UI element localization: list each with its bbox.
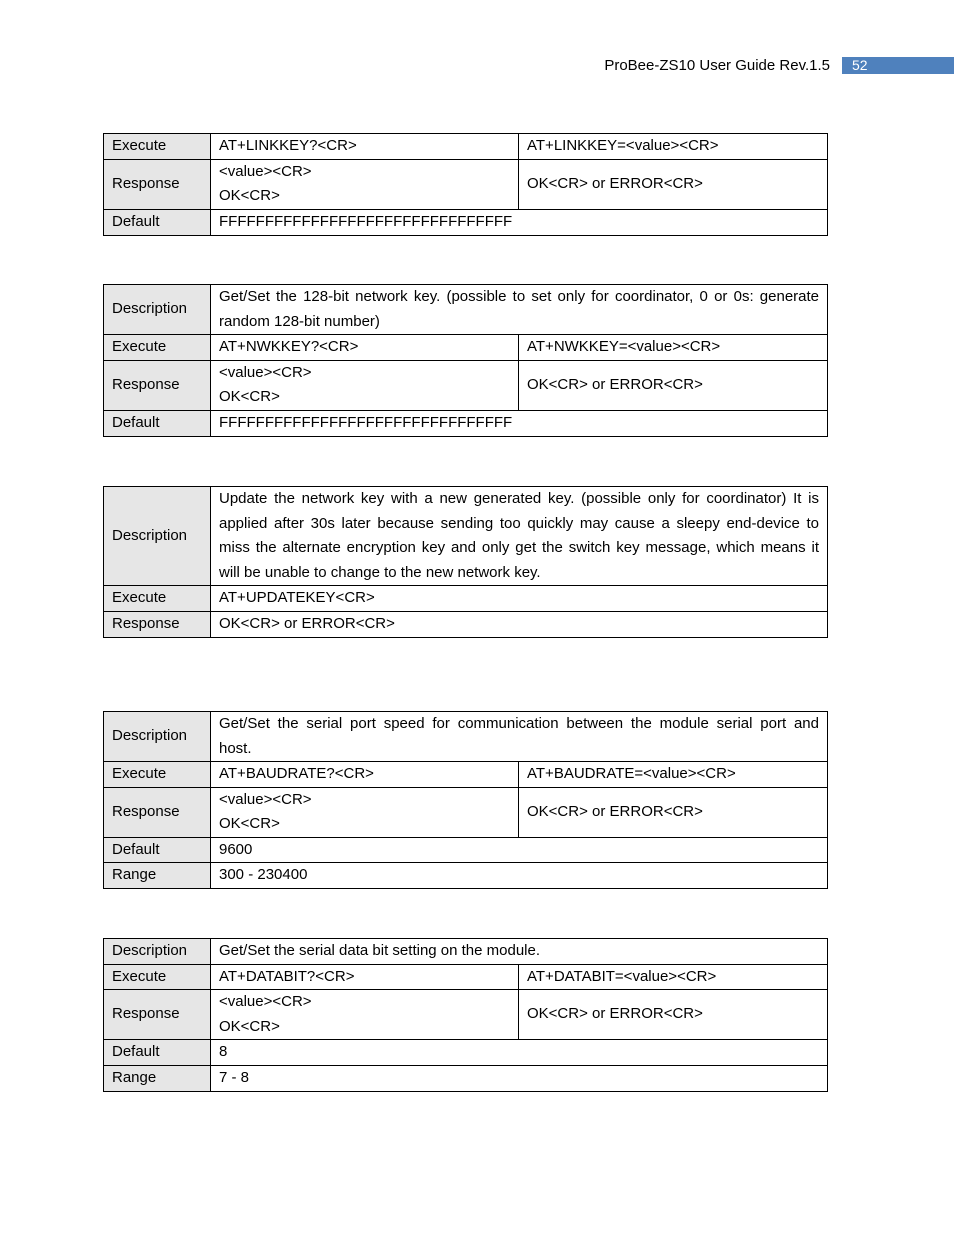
default-value: 8 bbox=[211, 1040, 828, 1066]
range-value: 7 - 8 bbox=[211, 1066, 828, 1092]
description-text: Get/Set the serial data bit setting on the module. bbox=[211, 939, 828, 965]
response-read-line: <value><CR> bbox=[219, 790, 312, 808]
default-label: Default bbox=[104, 837, 211, 863]
response-write-cell: OK<CR> or ERROR<CR> bbox=[519, 787, 828, 837]
response-read-cell bbox=[211, 159, 519, 209]
description-label: Description bbox=[104, 285, 211, 335]
page-number-badge: 52 bbox=[842, 57, 954, 74]
execute-write-command: AT+NWKKEY=<value><CR> bbox=[519, 335, 828, 361]
default-value: 9600 bbox=[211, 837, 828, 863]
response-read-line: OK<CR> bbox=[219, 1017, 280, 1035]
nwkkey-command-table bbox=[103, 284, 828, 437]
description-line: Get/Set the 128-bit network key. (possible to set only for coordinator, 0 or 0s: generate bbox=[219, 288, 820, 305]
databit-command-table bbox=[103, 938, 828, 1092]
updatekey-command-table bbox=[103, 486, 828, 638]
description-line: Get/Set the serial port speed for communication between the module serial port and bbox=[219, 715, 819, 732]
response-read-cell bbox=[211, 360, 519, 410]
response-label: Response bbox=[104, 611, 211, 637]
description-label: Description bbox=[104, 712, 211, 762]
description-line: host. bbox=[219, 739, 252, 757]
response-label: Response bbox=[104, 787, 211, 837]
default-value: FFFFFFFFFFFFFFFFFFFFFFFFFFFFFFFF bbox=[211, 410, 828, 436]
response-write-cell: OK<CR> or ERROR<CR> bbox=[519, 990, 828, 1040]
execute-read-command: AT+BAUDRATE?<CR> bbox=[211, 762, 519, 788]
response-read-line: <value><CR> bbox=[219, 363, 312, 381]
description-text bbox=[211, 487, 828, 586]
default-label: Default bbox=[104, 410, 211, 436]
response-write-cell: OK<CR> or ERROR<CR> bbox=[519, 360, 828, 410]
default-label: Default bbox=[104, 209, 211, 235]
range-value: 300 - 230400 bbox=[211, 863, 828, 889]
execute-label: Execute bbox=[104, 335, 211, 361]
execute-label: Execute bbox=[104, 586, 211, 612]
response-read-line: OK<CR> bbox=[219, 187, 280, 204]
description-line: random 128-bit number) bbox=[219, 312, 380, 330]
response-read-line: <value><CR> bbox=[219, 162, 312, 180]
response-read-line: <value><CR> bbox=[219, 993, 312, 1010]
response-write-cell: OK<CR> or ERROR<CR> bbox=[519, 159, 828, 209]
linkkey-command-table bbox=[103, 133, 828, 236]
description-label: Description bbox=[104, 487, 211, 586]
execute-write-command: AT+DATABIT=<value><CR> bbox=[519, 964, 828, 990]
execute-read-command: AT+NWKKEY?<CR> bbox=[211, 335, 519, 361]
baudrate-command-table bbox=[103, 711, 828, 889]
description-line: Update the network key with a new generated key. (possible only for coordinator) It is bbox=[219, 490, 819, 507]
description-line: applied after 30s later because sending too quickly may cause a sleepy end-device to bbox=[219, 514, 819, 532]
description-text bbox=[211, 285, 828, 335]
response-value: OK<CR> or ERROR<CR> bbox=[211, 611, 828, 637]
response-label: Response bbox=[104, 360, 211, 410]
execute-write-command: AT+BAUDRATE=<value><CR> bbox=[519, 762, 828, 788]
execute-label: Execute bbox=[104, 762, 211, 788]
description-label: Description bbox=[104, 939, 211, 965]
range-label: Range bbox=[104, 1066, 211, 1092]
description-text bbox=[211, 712, 828, 762]
default-value: FFFFFFFFFFFFFFFFFFFFFFFFFFFFFFFF bbox=[211, 209, 828, 235]
range-label: Range bbox=[104, 863, 211, 889]
execute-read-command: AT+LINKKEY?<CR> bbox=[211, 134, 519, 160]
execute-label: Execute bbox=[104, 964, 211, 990]
description-line: will be unable to change to the new network key. bbox=[219, 563, 541, 581]
default-label: Default bbox=[104, 1040, 211, 1066]
execute-write-command: AT+LINKKEY=<value><CR> bbox=[519, 134, 828, 160]
execute-label: Execute bbox=[104, 134, 211, 160]
response-label: Response bbox=[104, 159, 211, 209]
response-read-cell bbox=[211, 990, 519, 1040]
execute-command: AT+UPDATEKEY<CR> bbox=[211, 586, 828, 612]
response-read-line: OK<CR> bbox=[219, 815, 280, 832]
description-line: miss the alternate encryption key and only get the switch key message, which means it bbox=[219, 539, 819, 556]
document-header-title: ProBee-ZS10 User Guide Rev.1.5 bbox=[604, 57, 830, 74]
execute-read-command: AT+DATABIT?<CR> bbox=[211, 964, 519, 990]
response-read-line: OK<CR> bbox=[219, 388, 280, 405]
response-label: Response bbox=[104, 990, 211, 1040]
response-read-cell bbox=[211, 787, 519, 837]
